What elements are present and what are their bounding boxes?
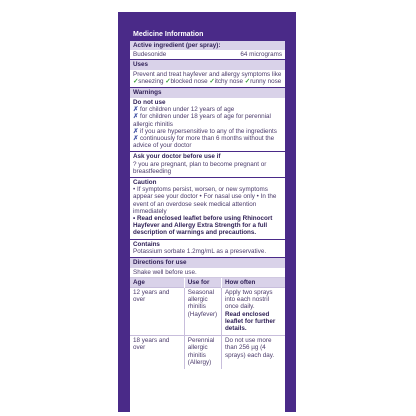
uses-text: Prevent and treat hayfever and allergy symptoms like xyxy=(133,70,282,78)
uses-section xyxy=(130,70,285,88)
column-age: Age xyxy=(130,278,184,288)
medicine-box xyxy=(118,12,296,412)
contains-text: Potassium sorbate 1.2mg/mL as a preservative. xyxy=(133,247,267,255)
how-often-cell: Do not use more than 256 µg (4 sprays) each day. xyxy=(221,336,285,369)
table-row xyxy=(130,336,285,369)
symptom-blocked-nose: blocked nose xyxy=(170,78,208,86)
ask-doctor-header: Ask your doctor before use if xyxy=(133,153,221,161)
directions-table-header xyxy=(130,278,285,288)
check-icon: ✓ xyxy=(165,78,171,86)
warnings-section xyxy=(130,98,285,152)
age-cell: 18 years and over xyxy=(130,336,184,369)
how-often-cell: Apply two sprays into each nostril once daily. Read enclosed leaflet for further details. xyxy=(221,287,285,335)
column-how-often: How often xyxy=(221,278,285,288)
check-icon: ✓ xyxy=(133,78,139,86)
ask-doctor-section xyxy=(130,152,285,178)
active-ingredient-header: Active ingredient (per spray): xyxy=(130,41,285,51)
caution-section xyxy=(130,178,285,240)
active-ingredient-row xyxy=(130,50,285,60)
use-for-cell: Perennial allergic rhinitis (Allergy) xyxy=(184,336,221,369)
age-cell: 12 years and over xyxy=(130,287,184,335)
warning-item: ✗ for children under 18 years of age for perennial allergic rhinitis xyxy=(133,113,271,128)
medicine-information-panel xyxy=(130,30,285,412)
cross-icon: ✗ xyxy=(133,106,139,114)
symptom-sneezing: sneezing xyxy=(138,78,164,86)
caution-header: Caution xyxy=(133,178,157,186)
symptom-runny-nose: runny nose xyxy=(250,78,282,86)
ask-doctor-text: ? you are pregnant, plan to become pregnant or breastfeeding xyxy=(133,160,267,175)
symptom-list xyxy=(133,78,282,85)
symptom-itchy-nose: itchy nose xyxy=(214,78,244,86)
check-icon: ✓ xyxy=(209,78,215,86)
cross-icon: ✗ xyxy=(133,127,139,135)
ingredient-name: Budesonide xyxy=(133,51,167,59)
cross-icon: ✗ xyxy=(133,113,139,121)
warning-item: ✗ continuously for more than 6 months without the advice of your doctor xyxy=(133,134,275,150)
shake-instruction: Shake well before use. xyxy=(130,268,285,278)
use-for-cell: Seasonal allergic rhinitis (Hayfever) xyxy=(184,287,221,335)
warning-item: ✗ if you are hypersensitive to any of the ingredients xyxy=(133,127,277,135)
contains-header: Contains xyxy=(133,240,160,248)
warnings-header: Warnings xyxy=(130,88,285,98)
caution-leaflet-note: • Read enclosed leaflet before using Rhinocort Hayfever and Allergy Extra Strength for a full description of warnings and precautions. xyxy=(133,214,273,237)
contains-section xyxy=(130,240,285,258)
panel-title: Medicine Information xyxy=(130,30,285,41)
directions-table xyxy=(130,278,285,369)
check-icon: ✓ xyxy=(244,78,251,86)
table-row xyxy=(130,287,285,335)
do-not-use-label: Do not use xyxy=(133,98,166,106)
warning-item: ✗ for children under 12 years of age xyxy=(133,106,235,114)
cross-icon: ✗ xyxy=(133,134,139,142)
directions-header: Directions for use xyxy=(130,258,285,268)
column-use-for: Use for xyxy=(184,278,221,288)
leaflet-note: Read enclosed leaflet for further details. xyxy=(224,310,276,332)
uses-header: Uses xyxy=(130,60,285,70)
caution-text: • If symptoms persist, worsen, or new symptoms appear see your doctor • For nasal use only • In the event of an overdose seek medical attention immediately xyxy=(133,186,277,215)
ingredient-amount: 64 micrograms xyxy=(240,51,282,59)
